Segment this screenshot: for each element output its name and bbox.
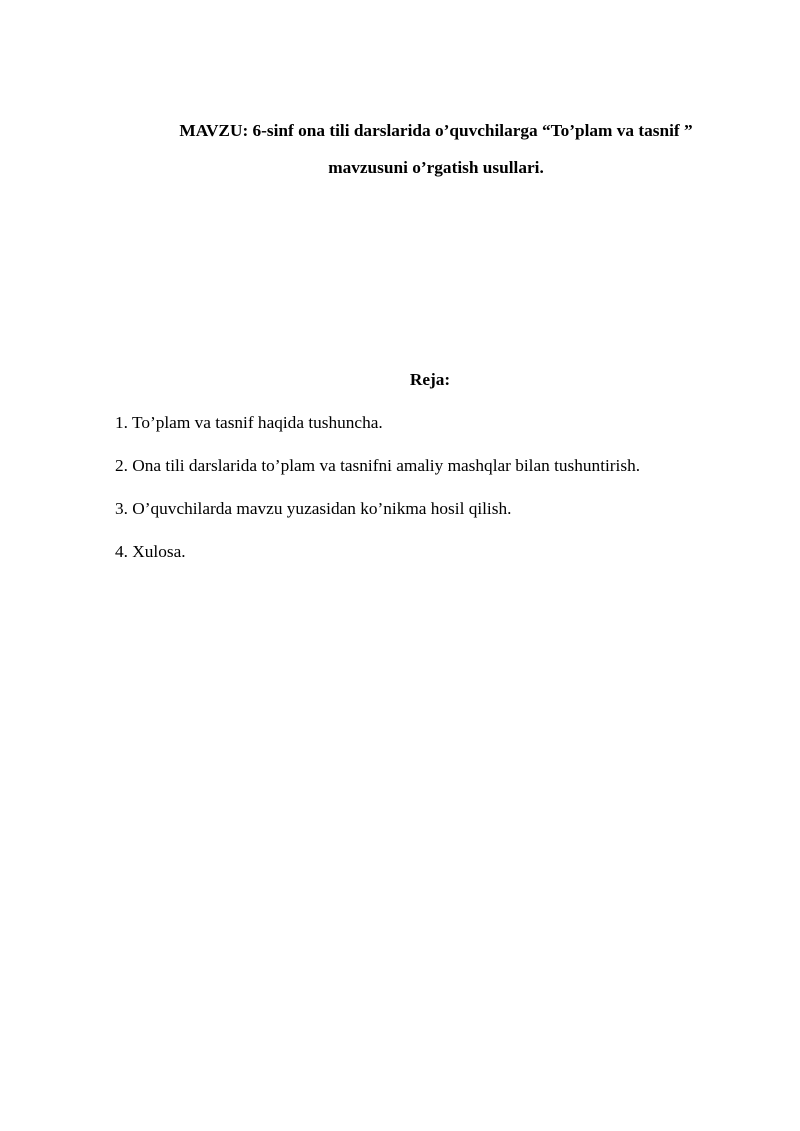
document-title-line-2: mavzusuni o’rgatish usullari. [328,158,544,177]
plan-item: 3. O’quvchilarda mavzu yuzasidan ko’nikma hosil qilish. [115,499,512,518]
plan-heading: Reja: [409,370,451,389]
plan-item: 1. To’plam va tasnif haqida tushuncha. [115,413,383,432]
plan-item: 2. Ona tili darslarida to’plam va tasnifni amaliy mashqlar bilan tushuntirish. [115,456,641,475]
document-title-line-1: MAVZU: 6-sinf ona tili darslarida o’quvchilarga “To’plam va tasnif ” [179,121,693,140]
plan-item: 4. Xulosa. [115,542,186,561]
